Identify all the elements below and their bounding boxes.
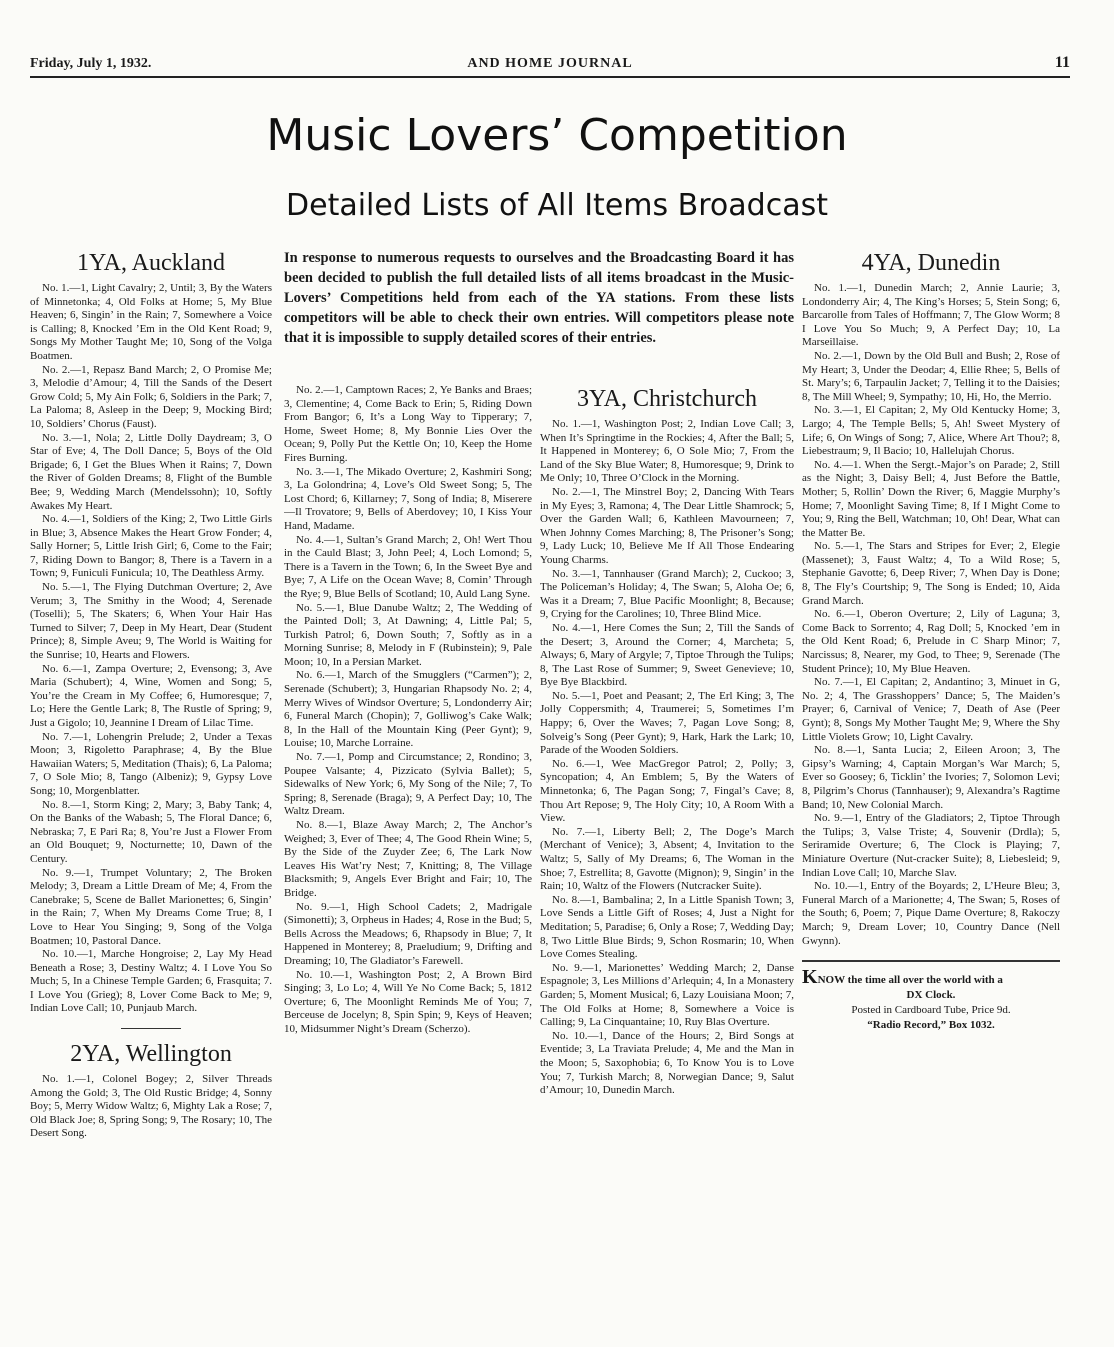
auckland-list-6: No. 6.—1, Zampa Overture; 2, Evensong; 3, Ave Maria (Schubert); 4, Wine, Women and Song; 5, You’re the Cream in My Coffee; 6, Humoresque; 7, Lo; Here the Gentle Lark; 8, The Rustle of Spring; 9, Just a Gigolo; 10, Jeannine I Dream of Lilac Time. xyxy=(30,662,272,729)
station-heading-auckland: 1YA, Auckland xyxy=(77,250,225,276)
section-divider xyxy=(121,1028,181,1029)
publication-name: AND HOME JOURNAL xyxy=(467,56,633,71)
christchurch-list-6: No. 6.—1, Wee MacGregor Patrol; 2, Polly; 3, Syncopation; 4, An Emblem; 5, By the Waters of Minnetonka; 6, The Pagan Song; 7, Fingal’s Cave; 8, Thou Art Repose; 9, The Holy City; 10, A Room With a View. xyxy=(540,757,794,825)
header-rule xyxy=(30,76,1070,78)
station-heading-dunedin: 4YA, Dunedin xyxy=(861,250,1001,276)
article-subtitle: Detailed Lists of All Items Broadcast xyxy=(286,188,828,223)
wellington-list-5: No. 5.—1, Blue Danube Waltz; 2, The Wedding of the Painted Doll; 3, At Dawning; 4, Little Pal; 5, Turkish Patrol; 6, Down South; 7, Softly as in a Morning Sunrise; 8, Melody in F (Rubinstein); 9, Pale Moon; 10, In a Persian Market. xyxy=(284,601,532,668)
column-3 xyxy=(540,384,794,1344)
wellington-list-1: No. 1.—1, Colonel Bogey; 2, Silver Threads Among the Gold; 3, The Old Rustic Bridge; 4, Sonny Boy; 5, Merry Widow Waltz; 6, Mighty Lak a Rose; 7, Old Black Joe; 8, Spring Song; 9, The Rosary; 10, The Desert Song. xyxy=(30,1073,272,1140)
auckland-list-1: No. 1.—1, Light Cavalry; 2, Until; 3, By the Waters of Minnetonka; 4, Old Folks at Home; 5, My Blue Heaven; 6, Singin’ in the Rain; 7, Somewhere a Voice is Calling; 8, Knocked ’Em in the Old Kent Road; 9, Songs My Mother Taught Me; 10, Song of the Volga Boatmen. xyxy=(30,282,272,362)
article-title: Music Lovers’ Competition xyxy=(266,110,848,161)
station-heading-wellington: 2YA, Wellington xyxy=(70,1041,232,1068)
wellington-list-9: No. 9.—1, High School Cadets; 2, Madrigale (Simonetti); 3, Orpheus in Hades; 4, Rose in the Bud; 5, Bells Across the Meadows; 6, Rhapsody in Blue; 7, It Happened in Monterey; 8, Praeludium; 9, Drifting and Dreaming; 10, The Gladiator’s Farewell. xyxy=(284,900,532,967)
wellington-list-4: No. 4.—1, Sultan’s Grand March; 2, Oh! Wert Thou in the Cauld Blast; 3, John Peel; 4, Loch Lomond; 5, There is a Tavern in the Town; 6, In the Sweet Bye and Bye; 7, A Life on the Ocean Wave; 8, Comin’ Through the Rye; 9, Blue Bells of Scotland; 10, Auld Lang Syne. xyxy=(284,533,532,600)
dunedin-list-6: No. 6.—1, Oberon Overture; 2, Lily of Laguna; 3, Come Back to Sorrento; 4, Rag Doll; 5, Knocked ’em in the Old Kent Road; 6, Prelude in C Sharp Minor; 7, Narcissus; 8, Nearer, my God, to Thee; 9, Serenade (The Student Prince); 10, My Blue Heaven. xyxy=(802,608,1060,675)
dunedin-list-4: No. 4.—1. When the Sergt.-Major’s on Parade; 2, Still as the Night; 3, Daisy Bell; 4, Just Before the Battle, Mother; 5, Rollin’ Down the River; 6, Maggie Murphy’s Home; 7, Moonlight Saving Time; 8, If I Might Come to You; 9, Ring the Bell, Watchman; 10, Oh! Dear, What can the Matter Be. xyxy=(802,458,1060,539)
christchurch-list-5: No. 5.—1, Poet and Peasant; 2, The Erl King; 3, The Jolly Coppersmith; 4, Traumerei; 5, Sometimes I’m Happy; 6, Over the Waves; 7, Pagan Love Song; 8, Solveig’s Song (Peer Gynt); 9, Hark, Hark the Lark; 10, Parade of the Wooden Soldiers. xyxy=(540,689,794,757)
station-heading-christchurch: 3YA, Christchurch xyxy=(577,386,757,412)
advert-price: Posted in Cardboard Tube, Price 9d. xyxy=(851,1004,1011,1017)
column-4 xyxy=(802,248,1060,1338)
column-1 xyxy=(30,248,272,1328)
christchurch-list-10: No. 10.—1, Dance of the Hours; 2, Bird Songs at Eventide; 3, La Traviata Prelude; 4, Me and the Man in the Moon; 5, Saxophobia; 6, To Know You is to Love You; 7, Turkish March; 8, Norwegian Dance; 9, Salut d’Amour; 10, Dunedin March. xyxy=(540,1029,794,1097)
dunedin-list-7: No. 7.—1, El Capitan; 2, Andantino; 3, Minuet in G, No. 2; 4, The Grasshoppers’ Dance; 5, The Maiden’s Prayer; 6, Carnival of Venice; 7, Death of Ase (Peer Gynt); 8, Songs My Mother Taught Me; 9, Where the Shy Little Violets Grow; 10, Light Cavalry. xyxy=(802,676,1060,743)
auckland-list-7: No. 7.—1, Lohengrin Prelude; 2, Under a Texas Moon; 3, Rigoletto Paraphrase; 4, By the Blue Hawaiian Waters; 5, Meditation (Thais); 6, La Paloma; 7, O Sole Mio; 8, Tango (Albeniz); 9, Gypsy Love Song; 10, Morgenblatter. xyxy=(30,730,272,797)
auckland-list-4: No. 4.—1, Soldiers of the King; 2, Two Little Girls in Blue; 3, Absence Makes the Heart Grow Fonder; 4, Sally Horner; 5, Little Irish Girl; 6, Come to the Fair; 7, Riding Down to Bangor; 8, There is a Tavern in a Town; 9, Funiculi Funicula; 10, The Deathless Army. xyxy=(30,513,272,580)
wellington-list-3: No. 3.—1, The Mikado Overture; 2, Kashmiri Song; 3, La Golondrina; 4, Love’s Old Sweet Song; 5, The Lost Chord; 6, Killarney; 7, Song of India; 8, Miserere—Il Trovatore; 9, Bells of Aberdovey; 10, I Kiss Your Hand, Madame. xyxy=(284,465,532,532)
advert-headline xyxy=(802,966,1060,989)
auckland-list-10: No. 10.—1, Marche Hongroise; 2, Lay My Head Beneath a Rose; 3, Destiny Waltz; 4. I Love You So Much; 5, In a Chinese Temple Garden; 6, Frasquita; 7. I Love You (Grieg); 8, Lover Come Back to Me; 9, Indian Love Call; 10, Punjaub March. xyxy=(30,948,272,1015)
page-number: 11 xyxy=(1054,54,1070,71)
dx-clock-advert xyxy=(802,960,1060,1033)
christchurch-list-4: No. 4.—1, Here Comes the Sun; 2, Till the Sands of the Desert; 3, Around the Corner; 4, Marcheta; 5, Always; 6, Mary of Argyle; 7, Tiptoe Through the Tulips; 8, The Last Rose of Summer; 9, Sweet Genevieve; 10, Bye Bye Blackbird. xyxy=(540,621,794,689)
auckland-list-8: No. 8.—1, Storm King; 2, Mary; 3, Baby Tank; 4, On the Banks of the Wabash; 5, The Floral Dance; 6, Nebraska; 7, E Pari Ra; 8, You’re Just a Flower From an Old Bouquet; 9, Nocturnette; 10, Dawn of the Century. xyxy=(30,798,272,865)
dunedin-list-8: No. 8.—1, Santa Lucia; 2, Eileen Aroon; 3, The Gipsy’s Warning; 4, Captain Morgan’s War March; 5, Ever so Goosey; 6, Ticklin’ the Ivories; 7, Solomon Levi; 8, Pilgrim’s Chorus (Tannhauser); 9, Alexandra’s Ragtime Band; 10, New Colonial March. xyxy=(802,744,1060,811)
advert-initial: K xyxy=(802,966,818,989)
wellington-list-6: No. 6.—1, March of the Smugglers (“Carmen”); 2, Serenade (Schubert); 3, Hungarian Rhapsody No. 2; 4, Merry Wives of Windsor Overture; 5, Londonderry Air; 6, Funeral March (Chopin); 7, Golliwog’s Cake Walk; 8, In the Hall of the Mountain King (Peer Gynt); 9, Louise; 10, Marche Lorraine. xyxy=(284,669,532,750)
auckland-list-9: No. 9.—1, Trumpet Voluntary; 2, The Broken Melody; 3, Dream a Little Dream of Me; 4, From the Canebrake; 5, Scene de Ballet Marionettes; 6, Singin’ in the Rain; 7, When My Dreams Come True; 8, I Love to Hear You Singing; 9, Song of the Volga Boatmen; 10, Pastoral Dance. xyxy=(30,866,272,947)
wellington-list-8: No. 8.—1, Blaze Away March; 2, The Anchor’s Weighed; 3, Ever of Thee; 4, The Good Rhein Wine; 5, By the Side of the Zuyder Zee; 6, The Lark Now Leaves His Wat’ry Nest; 7, Knitting; 8, The Village Blacksmith; 9, Angels Ever Bright and Fair; 10, The Bridge. xyxy=(284,819,532,899)
auckland-list-5: No. 5.—1, The Flying Dutchman Overture; 2, Ave Verum; 3, The Smithy in the Wood; 4, Serenade (Toselli); 5, The Skaters; 6, When Your Hair Has Turned to Silver; 7, Deep in My Heart, Dear (Student Prince); 8, Simple Aveu; 9, The World is Waiting for the Sunrise; 10, Hearts and Flowers. xyxy=(30,581,272,662)
wellington-list-2: No. 2.—1, Camptown Races; 2, Ye Banks and Braes; 3, Clementine; 4, Come Back to Erin; 5, Riding Down From Bangor; 6, It’s a Long Way to Tipperary; 7, Home, Sweet Home; 8, My Bonnie Lies Over the Ocean; 9, Polly Put the Kettle On; 10, Keep the Home Fires Burning. xyxy=(284,384,532,464)
dunedin-list-9: No. 9.—1, Entry of the Gladiators; 2, Tiptoe Through the Tulips; 3, Valse Triste; 4, Souvenir (Drdla); 5, Seriramide Overture; 6, The Clock is Playing; 7, Miniature Overture (Nut-cracker Suite); 8, Liebesleid; 9, Indian Love Call; 10, Marche Slav. xyxy=(802,812,1060,879)
wellington-list-10: No. 10.—1, Washington Post; 2, A Brown Bird Singing; 3, Lo Lo; 4, Will Ye No Come Back; 5, 1812 Overture; 6, The Moonlight Reminds Me of You; 7, Berceuse de Jocelyn; 8, Spin Spin; 9, Keys of Heaven; 10, Midsummer Night’s Dream (Scherzo). xyxy=(284,968,532,1035)
advert-address: “Radio Record,” Box 1032. xyxy=(867,1019,995,1032)
dunedin-list-5: No. 5.—1, The Stars and Stripes for Ever; 2, Elegie (Massenet); 3, Faust Waltz; 4, To a Wild Rose; 5, Stephanie Gavotte; 6, Deep River; 7, When Day is Done; 8, The Fly’s Courtship; 9, The Song is Ended; 10, Aida Grand March. xyxy=(802,540,1060,607)
column-2 xyxy=(284,384,532,1344)
wellington-list-7: No. 7.—1, Pomp and Circumstance; 2, Rondino; 3, Poupee Valsante; 4, Pizzicato (Sylvia Ballet); 5, Sidewalks of New York; 6, My Song of the Nile; 7, To Spring; 8, Serenade (Braga); 9, A Perfect Day; 10, The Waltz Dream. xyxy=(284,751,532,818)
christchurch-list-2: No. 2.—1, The Minstrel Boy; 2, Dancing With Tears in My Eyes; 3, Ramona; 4, The Dear Little Shamrock; 5, Over the Garden Wall; 6, Kathleen Mavourneen; 7, When Johnny Comes Marching; 8, The Prisoner’s Song; 9, Lady Luck; 10, Believe Me If All Those Endearing Young Charms. xyxy=(540,485,794,566)
christchurch-list-7: No. 7.—1, Liberty Bell; 2, The Doge’s March (Merchant of Venice); 3, Absent; 4, Invitation to the Waltz; 5, Sally of My Dreams; 6, The Woman in the Shoe; 7, Estrellita; 8, Gavotte (Mignon); 9, Singin’ in the Rain; 10, Waltz of the Flowers (Nutcracker Suite). xyxy=(540,825,794,893)
advert-headline-text: NOW the time all over the world with a xyxy=(817,974,1003,987)
intro-paragraph: In response to numerous requests to ourselves and the Broadcasting Board it has been decided to publish the full detailed lists of all items broadcast in the Music-Lovers’ Competitions held from each of the YA stations. From these lists competitors will be able to check their own entries. Will competitors please note that it is impossible to supply detailed scores of their entries. xyxy=(284,250,794,346)
dunedin-list-2: No. 2.—1, Down by the Old Bull and Bush; 2, Rose of My Heart; 3, Under the Deodar; 4, Ellie Rhee; 5, Bells of St. Mary’s; 6, Tarpaulin Jacket; 7, Telling it to the Daisies; 8, The Mill Wheel; 9, Sympathy; 10, Hi, Ho, the Merrio. xyxy=(802,349,1060,403)
issue-date: Friday, July 1, 1932. xyxy=(30,56,152,71)
auckland-list-2: No. 2.—1, Repasz Band March; 2, O Promise Me; 3, Melodie d’Amour; 4, Till the Sands of the Desert Grow Cold; 5, My Ain Folk; 6, Soldiers in the Park; 7, La Paloma; 8, Asleep in the Deep; 9, Mocking Bird; 10, Soldiers’ Chorus (Faust). xyxy=(30,363,272,430)
advert-product: DX Clock. xyxy=(906,989,956,1002)
christchurch-list-9: No. 9.—1, Marionettes’ Wedding March; 2, Danse Espagnole; 3, Les Millions d’Arlequin; 4, In a Monastery Garden; 5, Moment Musical; 6, Lazy Louisiana Moon; 7, The Old Folks at Home; 8, Somewhere a Voice is Calling; 9, La Cinquantaine; 10, Ruy Blas Overture. xyxy=(540,961,794,1029)
dunedin-list-3: No. 3.—1, El Capitan; 2, My Old Kentucky Home; 3, Largo; 4, The Temple Bells; 5, Ah! Sweet Mystery of Life; 6, On Wings of Song; 7, Alice, Where Art Thou?; 8, Liebestraum; 9, Il Bacio; 10, Hallelujah Chorus. xyxy=(802,404,1060,458)
dunedin-list-10: No. 10.—1, Entry of the Boyards; 2, L’Heure Bleu; 3, Funeral March of a Marionette; 4, The Swan; 5, Roses of the South; 6, Poem; 7, Pique Dame Overture; 8, Rakoczy March; 9, Dream Lover; 10, Country Dance (Nell Gwynn). xyxy=(802,880,1060,947)
christchurch-list-3: No. 3.—1, Tannhauser (Grand March); 2, Cuckoo; 3, The Policeman’s Holiday; 4, The Swan; 5, Aloha Oe; 6, Was it a Dream; 7, Blue Pacific Moonlight; 8, Because; 9, Crying for the Carolines; 10, Three Blind Mice. xyxy=(540,567,794,621)
christchurch-list-8: No. 8.—1, Bambalina; 2, In a Little Spanish Town; 3, Love Sends a Little Gift of Roses; 4, Just a Night for Meditation; 5, Paradise; 6, Only a Rose; 7, Wedding Day; 8, Two Little Blue Birds; 9, Schon Rosmarin; 10, When Love Comes Stealing. xyxy=(540,893,794,961)
dunedin-list-1: No. 1.—1, Dunedin March; 2, Annie Laurie; 3, Londonderry Air; 4, The King’s Horses; 5, Stein Song; 6, Barcarolle from Tales of Hoffmann; 7, The Glow Worm; 8 I Love You So Much; 9, A Perfect Day; 10, La Marseillaise. xyxy=(802,282,1060,349)
auckland-list-3: No. 3.—1, Nola; 2, Little Dolly Daydream; 3, O Star of Eve; 4, The Doll Dance; 5, Boys of the Old Brigade; 6, I Get the Blues When it Rains; 7, Down the River of Golden Dreams; 8, Flight of the Bumble Bee; 9, Wedding March (Mendelssohn); 10, Softly Awakes My Heart. xyxy=(30,431,272,512)
christchurch-list-1: No. 1.—1, Washington Post; 2, Indian Love Call; 3, When It’s Springtime in the Rockies; 4, After the Ball; 5, It Happened in Monterey; 6, O Sole Mio; 7, From the Land of the Sky Blue Water; 8, Humoresque; 9, Drink to Me Only; 10, Three O’Clock in the Morning. xyxy=(540,418,794,485)
